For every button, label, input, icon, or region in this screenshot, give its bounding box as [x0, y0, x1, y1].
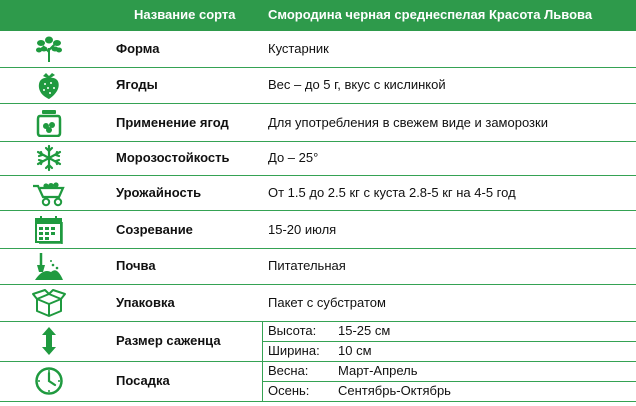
snowflake-icon [29, 143, 69, 173]
row-value: Вес – до 5 г, вкус с кислинкой [268, 77, 446, 92]
subrow-value: Март-Апрель [338, 363, 418, 378]
row-label: Ягоды [116, 77, 158, 92]
wheelbarrow-icon [29, 177, 69, 207]
row-label: Урожайность [116, 185, 202, 200]
tree-icon [29, 34, 69, 64]
row-value: До – 25° [268, 150, 319, 165]
row-label: Размер саженца [116, 333, 221, 348]
subrow-key: Ширина: [268, 343, 320, 358]
subrow-value: 10 см [338, 343, 372, 358]
table-row-form [0, 31, 636, 68]
arrow-updown-icon [29, 326, 69, 356]
table-header [0, 0, 636, 31]
row-label: Почва [116, 258, 156, 273]
box-icon [29, 287, 69, 317]
table-row-usage [0, 103, 636, 142]
calendar-icon [29, 214, 69, 244]
subrow-value: Сентябрь-Октябрь [338, 383, 451, 398]
row-value: Питательная [268, 258, 346, 273]
subrow-height [262, 321, 636, 341]
subrow-autumn [262, 381, 636, 401]
table-row-yield [0, 175, 636, 211]
table-row-planting [0, 361, 636, 402]
shovel-soil-icon [29, 251, 69, 281]
row-label: Упаковка [116, 295, 175, 310]
table-row-soil [0, 248, 636, 285]
table-row-packaging [0, 284, 636, 322]
table-row-berries [0, 67, 636, 104]
row-label: Посадка [116, 373, 170, 388]
row-value: Пакет с субстратом [268, 295, 386, 310]
subrow-key: Весна: [268, 363, 309, 378]
subrow-key: Высота: [268, 323, 317, 338]
table-row-frost [0, 141, 636, 176]
jar-icon [29, 107, 69, 137]
subrow-value: 15-25 см [338, 323, 391, 338]
header-variety-title: Смородина черная среднеспелая Красота Львова [268, 7, 593, 22]
table-row-ripening [0, 210, 636, 249]
subrow-spring [262, 361, 636, 381]
row-value: От 1.5 до 2.5 кг с куста 2.8-5 кг на 4-5 год [268, 185, 516, 200]
row-label: Форма [116, 41, 160, 56]
table-row-seedling-size [0, 321, 636, 362]
header-name-column: Название сорта [134, 7, 236, 22]
subrow-key: Осень: [268, 383, 310, 398]
row-value: Для употребления в свежем виде и заморозки [268, 115, 548, 130]
row-label: Созревание [116, 222, 193, 237]
row-label: Применение ягод [116, 115, 229, 130]
row-value: Кустарник [268, 41, 329, 56]
strawberry-icon [29, 70, 69, 100]
row-label: Морозостойкость [116, 150, 230, 165]
row-value: 15-20 июля [268, 222, 337, 237]
clock-icon [29, 366, 69, 396]
subrow-width [262, 341, 636, 361]
